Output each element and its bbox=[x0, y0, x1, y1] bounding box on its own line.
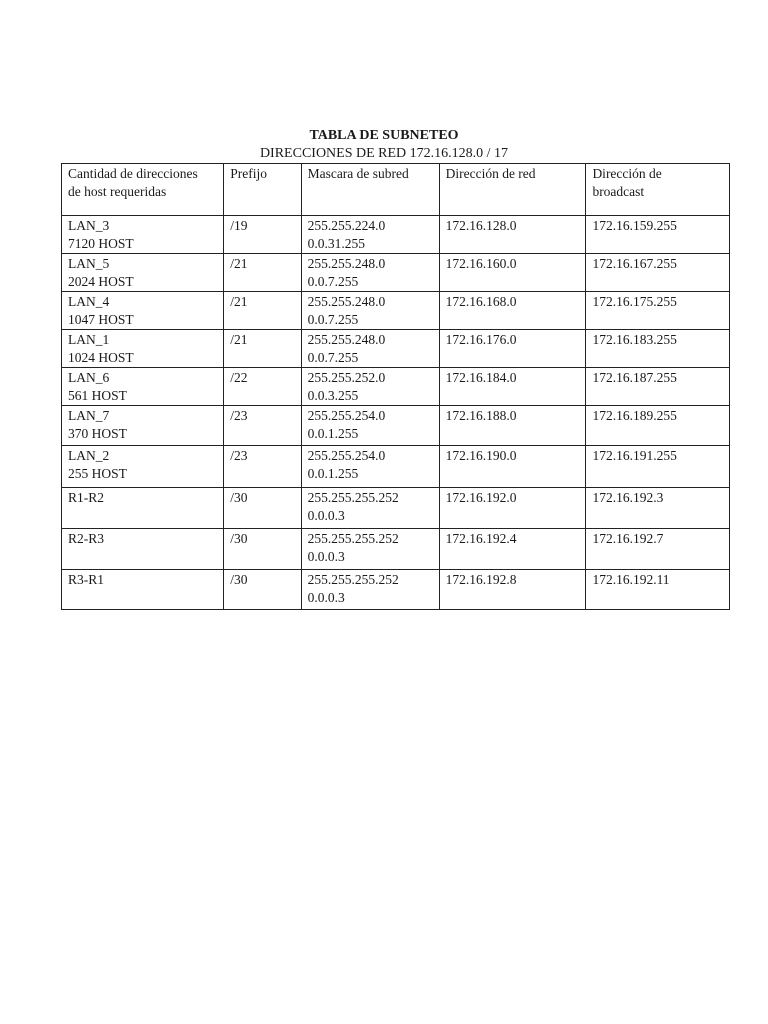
cell-prefix bbox=[224, 292, 301, 330]
row-prefix: /21 bbox=[230, 332, 248, 347]
header-network-address-label: Dirección de red bbox=[445, 166, 536, 181]
row-subnet-mask: 255.255.224.0 bbox=[307, 218, 386, 233]
cell-mask bbox=[301, 570, 439, 610]
row-network-address: 172.16.192.4 bbox=[445, 531, 517, 546]
cell-prefix bbox=[224, 529, 301, 570]
row-segment-name: LAN_3 bbox=[68, 218, 110, 233]
row-subnet-mask: 255.255.255.252 bbox=[307, 572, 399, 587]
row-network-address: 172.16.176.0 bbox=[445, 332, 517, 347]
row-network-address: 172.16.192.0 bbox=[445, 490, 517, 505]
row-broadcast-address: 172.16.159.255 bbox=[592, 218, 677, 233]
row-host-count: 1024 HOST bbox=[68, 350, 134, 365]
cell-prefix bbox=[224, 254, 301, 292]
header-broadcast-line-2: broadcast bbox=[592, 184, 645, 199]
row-prefix: /30 bbox=[230, 572, 248, 587]
row-subnet-mask: 255.255.252.0 bbox=[307, 370, 386, 385]
table-row bbox=[62, 254, 730, 292]
row-prefix: /22 bbox=[230, 370, 248, 385]
cell-network bbox=[439, 570, 586, 610]
cell-broadcast bbox=[586, 406, 730, 446]
cell-mask bbox=[301, 216, 439, 254]
row-broadcast-address: 172.16.192.3 bbox=[592, 490, 664, 505]
row-wildcard-mask: 0.0.3.255 bbox=[307, 388, 359, 403]
header-broadcast-address bbox=[586, 164, 730, 216]
cell-network bbox=[439, 254, 586, 292]
row-broadcast-address: 172.16.192.11 bbox=[592, 572, 670, 587]
cell-network bbox=[439, 216, 586, 254]
row-prefix: /19 bbox=[230, 218, 248, 233]
row-subnet-mask: 255.255.248.0 bbox=[307, 294, 386, 309]
header-host-count bbox=[62, 164, 224, 216]
row-wildcard-mask: 0.0.0.3 bbox=[307, 508, 345, 523]
cell-segment bbox=[62, 529, 224, 570]
table-row bbox=[62, 488, 730, 529]
cell-mask bbox=[301, 368, 439, 406]
row-wildcard-mask: 0.0.7.255 bbox=[307, 312, 359, 327]
cell-network bbox=[439, 330, 586, 368]
row-subnet-mask: 255.255.255.252 bbox=[307, 531, 399, 546]
row-broadcast-address: 172.16.167.255 bbox=[592, 256, 677, 271]
row-host-count: 255 HOST bbox=[68, 466, 127, 481]
row-wildcard-mask: 0.0.31.255 bbox=[307, 236, 365, 251]
row-broadcast-address: 172.16.191.255 bbox=[592, 448, 677, 463]
row-subnet-mask: 255.255.255.252 bbox=[307, 490, 399, 505]
row-prefix: /21 bbox=[230, 256, 248, 271]
row-host-count: 2024 HOST bbox=[68, 274, 134, 289]
cell-broadcast bbox=[586, 488, 730, 529]
cell-mask bbox=[301, 330, 439, 368]
cell-segment bbox=[62, 330, 224, 368]
cell-mask bbox=[301, 254, 439, 292]
row-broadcast-address: 172.16.187.255 bbox=[592, 370, 677, 385]
table-row bbox=[62, 368, 730, 406]
cell-network bbox=[439, 292, 586, 330]
cell-network bbox=[439, 368, 586, 406]
cell-segment bbox=[62, 292, 224, 330]
cell-network bbox=[439, 406, 586, 446]
cell-mask bbox=[301, 292, 439, 330]
row-segment-name: LAN_7 bbox=[68, 408, 110, 423]
cell-prefix bbox=[224, 446, 301, 488]
row-host-count: 561 HOST bbox=[68, 388, 127, 403]
cell-prefix bbox=[224, 570, 301, 610]
table-row bbox=[62, 292, 730, 330]
table-row bbox=[62, 406, 730, 446]
row-prefix: /21 bbox=[230, 294, 248, 309]
cell-segment bbox=[62, 488, 224, 529]
subnet-table bbox=[61, 163, 730, 610]
cell-network bbox=[439, 488, 586, 529]
cell-prefix bbox=[224, 216, 301, 254]
header-subnet-mask-label: Mascara de subred bbox=[307, 166, 409, 181]
row-network-address: 172.16.168.0 bbox=[445, 294, 517, 309]
cell-segment bbox=[62, 254, 224, 292]
row-wildcard-mask: 0.0.0.3 bbox=[307, 549, 345, 564]
cell-broadcast bbox=[586, 292, 730, 330]
row-network-address: 172.16.188.0 bbox=[445, 408, 517, 423]
table-row bbox=[62, 446, 730, 488]
header-network-address bbox=[439, 164, 586, 216]
table-row bbox=[62, 529, 730, 570]
row-host-count: 1047 HOST bbox=[68, 312, 134, 327]
cell-network bbox=[439, 446, 586, 488]
table-header-row bbox=[62, 164, 730, 216]
cell-prefix bbox=[224, 368, 301, 406]
row-wildcard-mask: 0.0.0.3 bbox=[307, 590, 345, 605]
row-wildcard-mask: 0.0.1.255 bbox=[307, 426, 359, 441]
row-segment-name: LAN_2 bbox=[68, 448, 110, 463]
table-body bbox=[62, 216, 730, 610]
row-segment-name: R3-R1 bbox=[68, 572, 105, 587]
row-segment-name: LAN_6 bbox=[68, 370, 110, 385]
row-prefix: /23 bbox=[230, 408, 248, 423]
row-broadcast-address: 172.16.175.255 bbox=[592, 294, 677, 309]
cell-segment bbox=[62, 446, 224, 488]
cell-segment bbox=[62, 570, 224, 610]
cell-broadcast bbox=[586, 216, 730, 254]
header-subnet-mask bbox=[301, 164, 439, 216]
row-subnet-mask: 255.255.254.0 bbox=[307, 408, 386, 423]
row-segment-name: R1-R2 bbox=[68, 490, 105, 505]
cell-broadcast bbox=[586, 368, 730, 406]
cell-mask bbox=[301, 529, 439, 570]
row-network-address: 172.16.128.0 bbox=[445, 218, 517, 233]
row-host-count: 370 HOST bbox=[68, 426, 127, 441]
cell-mask bbox=[301, 488, 439, 529]
cell-broadcast bbox=[586, 529, 730, 570]
row-network-address: 172.16.184.0 bbox=[445, 370, 517, 385]
cell-broadcast bbox=[586, 446, 730, 488]
table-row bbox=[62, 330, 730, 368]
cell-segment bbox=[62, 406, 224, 446]
cell-prefix bbox=[224, 330, 301, 368]
cell-mask bbox=[301, 446, 439, 488]
row-wildcard-mask: 0.0.1.255 bbox=[307, 466, 359, 481]
header-host-count-line-2: de host requeridas bbox=[68, 184, 167, 199]
row-segment-name: R2-R3 bbox=[68, 531, 105, 546]
row-broadcast-address: 172.16.189.255 bbox=[592, 408, 677, 423]
row-broadcast-address: 172.16.183.255 bbox=[592, 332, 677, 347]
cell-broadcast bbox=[586, 254, 730, 292]
cell-mask bbox=[301, 406, 439, 446]
cell-network bbox=[439, 529, 586, 570]
row-prefix: /30 bbox=[230, 490, 248, 505]
row-subnet-mask: 255.255.248.0 bbox=[307, 332, 386, 347]
cell-prefix bbox=[224, 488, 301, 529]
row-network-address: 172.16.160.0 bbox=[445, 256, 517, 271]
document-title: TABLA DE SUBNETEO bbox=[309, 128, 459, 143]
cell-broadcast bbox=[586, 330, 730, 368]
row-host-count: 7120 HOST bbox=[68, 236, 134, 251]
row-prefix: /30 bbox=[230, 531, 248, 546]
header-prefix-label: Prefijo bbox=[230, 166, 268, 181]
row-wildcard-mask: 0.0.7.255 bbox=[307, 350, 359, 365]
row-prefix: /23 bbox=[230, 448, 248, 463]
cell-segment bbox=[62, 216, 224, 254]
row-subnet-mask: 255.255.254.0 bbox=[307, 448, 386, 463]
row-broadcast-address: 172.16.192.7 bbox=[592, 531, 664, 546]
row-segment-name: LAN_5 bbox=[68, 256, 110, 271]
row-network-address: 172.16.190.0 bbox=[445, 448, 517, 463]
row-wildcard-mask: 0.0.7.255 bbox=[307, 274, 359, 289]
table-row bbox=[62, 570, 730, 610]
row-network-address: 172.16.192.8 bbox=[445, 572, 517, 587]
row-segment-name: LAN_4 bbox=[68, 294, 110, 309]
document-subtitle: DIRECCIONES DE RED 172.16.128.0 / 17 bbox=[259, 146, 509, 161]
row-segment-name: LAN_1 bbox=[68, 332, 110, 347]
cell-segment bbox=[62, 368, 224, 406]
header-host-count-line-1: Cantidad de direcciones bbox=[68, 166, 198, 181]
cell-broadcast bbox=[586, 570, 730, 610]
header-broadcast-line-1: Dirección de bbox=[592, 166, 662, 181]
cell-prefix bbox=[224, 406, 301, 446]
row-subnet-mask: 255.255.248.0 bbox=[307, 256, 386, 271]
table-row bbox=[62, 216, 730, 254]
header-prefix bbox=[224, 164, 301, 216]
